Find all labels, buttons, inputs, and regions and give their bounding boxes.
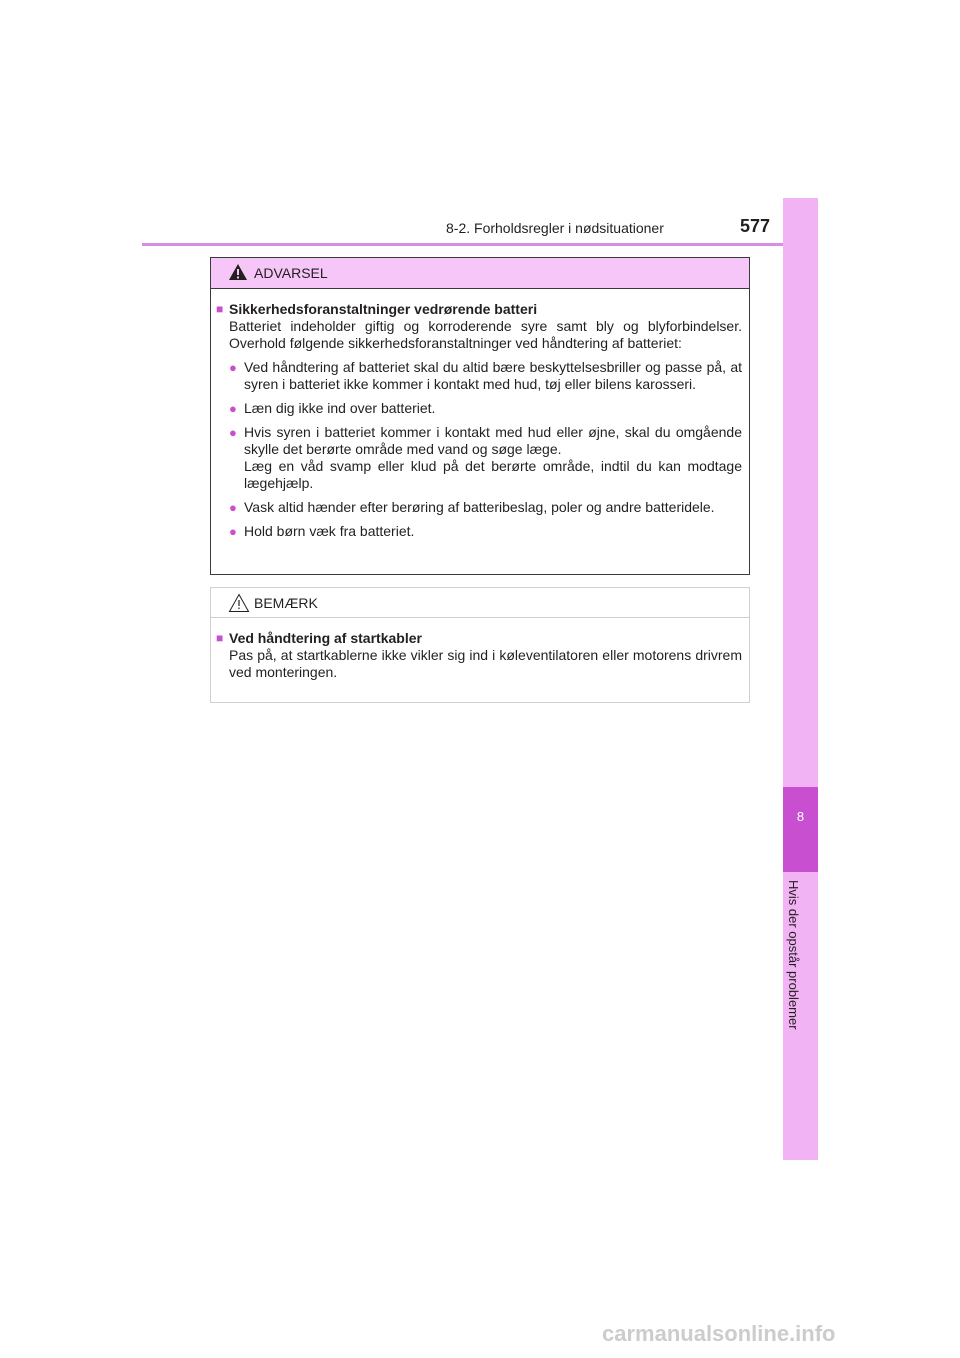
list-item bbox=[229, 359, 742, 393]
warning-label: ADVARSEL bbox=[254, 265, 328, 281]
bullet-icon: ● bbox=[229, 425, 237, 440]
bullet-icon: ● bbox=[229, 401, 237, 416]
chapter-title: Hvis der opstår problemer bbox=[786, 880, 801, 1030]
notice-heading bbox=[216, 630, 742, 647]
list-item bbox=[229, 499, 742, 516]
bullet-icon: ● bbox=[229, 360, 237, 375]
notice-label: BEMÆRK bbox=[254, 595, 318, 611]
bullet-icon: ● bbox=[229, 500, 237, 515]
header-rule bbox=[142, 243, 818, 246]
section-title: 8-2. Forholdsregler i nødsituationer bbox=[446, 220, 664, 236]
chapter-number: 8 bbox=[796, 809, 805, 824]
list-item bbox=[229, 400, 742, 417]
list-item-text: Vask altid hænder efter berøring af batteribeslag, poler og andre batteridele. bbox=[244, 499, 715, 515]
list-item-text: Hvis syren i batteriet kommer i kontakt med hud eller øjne, skal du omgående skylle det berørte område med vand og søge læge. bbox=[244, 424, 742, 457]
warning-intro: Batteriet indeholder giftig og korroderende syre samt bly og blyforbindelser. Overhold følgende sikkerhedsforanstaltninger ved håndtering af batteriet: bbox=[229, 318, 742, 351]
bullet-icon: ● bbox=[229, 524, 237, 539]
list-item-text-group bbox=[244, 424, 742, 492]
notice-box bbox=[210, 587, 750, 703]
chapter-number-box bbox=[783, 787, 818, 872]
page-number: 577 bbox=[740, 216, 771, 236]
list-item-text: Læn dig ikke ind over batteriet. bbox=[244, 400, 436, 416]
notice-content bbox=[211, 618, 749, 681]
warning-heading bbox=[216, 301, 742, 318]
warning-content bbox=[211, 289, 749, 540]
square-marker-icon: ■ bbox=[216, 302, 224, 316]
list-item bbox=[229, 523, 742, 540]
square-marker-icon: ■ bbox=[216, 631, 224, 645]
list-item-text: Ved håndtering af batteriet skal du altid bære beskyttelsesbriller og passe på, at syren i batteriet ikke kommer i kontakt med hud, tøj eller bilens karosseri. bbox=[244, 359, 742, 392]
caution-icon bbox=[228, 593, 250, 613]
warning-box bbox=[210, 257, 750, 575]
warning-header bbox=[211, 258, 749, 289]
warning-icon bbox=[228, 263, 248, 281]
notice-header bbox=[211, 588, 749, 618]
list-item-text: Læg en våd svamp eller klud på det berørte område, indtil du kan modtage lægehjælp. bbox=[244, 458, 742, 491]
watermark: carmanualsonline.info bbox=[602, 1321, 836, 1346]
notice-text: Pas på, at startkablerne ikke vikler sig ind i køleventilatoren eller motorens drivrem ved monteringen. bbox=[229, 647, 742, 680]
notice-title: Ved håndtering af startkabler bbox=[229, 630, 422, 646]
warning-title: Sikkerhedsforanstaltninger vedrørende batteri bbox=[229, 301, 538, 317]
list-item bbox=[229, 424, 742, 492]
list-item-text: Hold børn væk fra batteriet. bbox=[244, 523, 415, 539]
